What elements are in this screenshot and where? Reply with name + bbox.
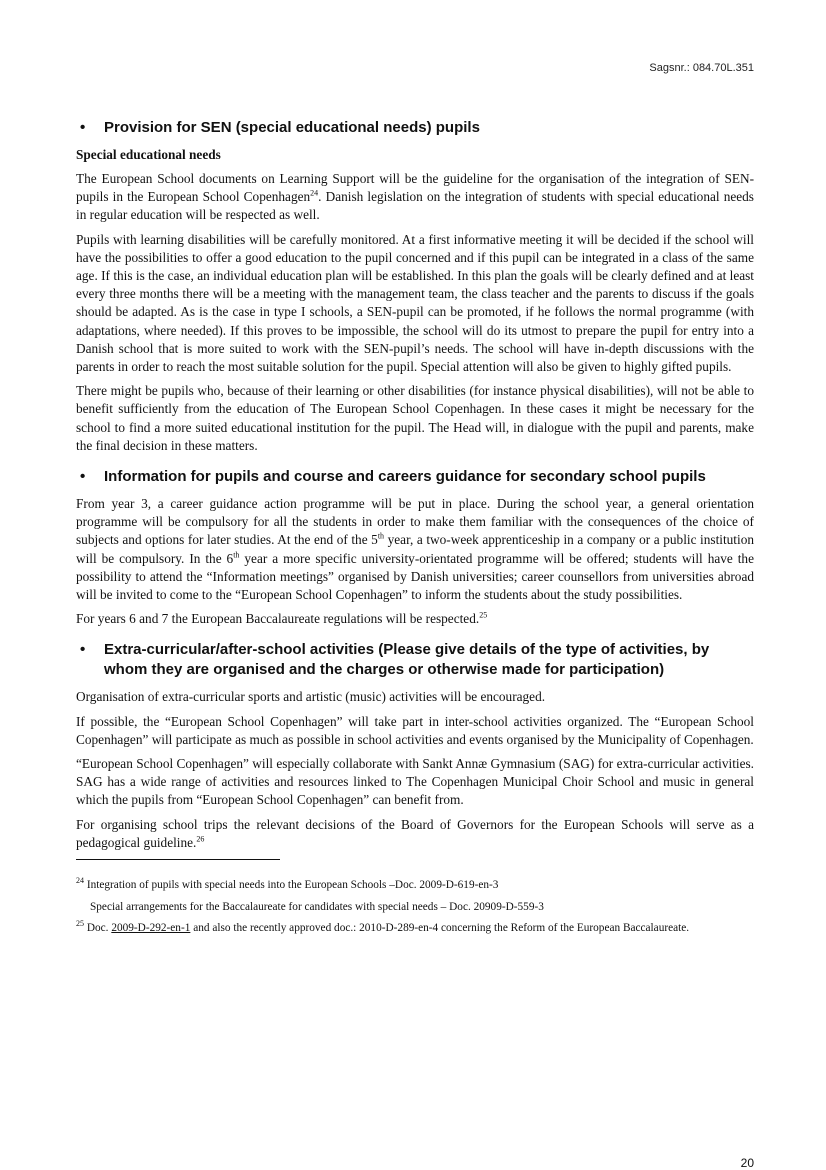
paragraph: Organisation of extra-curricular sports and artistic (music) activities will be encouraged. [76,689,546,705]
paragraph: Pupils with learning disabilities will be carefully monitored. At a first informative meeting it will be decided if the school will have the possibilities to offer a good education to the pupil concerned and if this pupil can be integrated in a class of the same age. If this is the case, an individual education plan will be established. In this plan the goals will be clearly defined and at least every three months there will be a meeting with the management team, the class teacher and the parents to discuss if the goals should be adapted. As is the case in type I schools, a SEN-pupil can be promoted, if he follows the normal programme (with adaptations, where needed). If this proves to be impossible, the school will do its utmost to prepare the pupil for entry into a Danish school that is more suited to work with the SEN-pupil’s needs. The school will have in-depth discussions with the parents in order to reach the most suitable solution for the pupil. Special attention will also be given to highly gifted pupils. [76,231,754,375]
paragraph: For years 6 and 7 the European Baccalaureate regulations will be respected.$^{25}$ [76,610,488,627]
paragraph: The European School documents on Learning Support will be the guideline for the organisation of the integration of SEN-pupils in the European School Copenhagen$^{24}$. Danish legislation on the integration of students with special educational needs in regular education will be respected as well. [76,171,754,223]
footnote-ref[interactable]: 25 [479,610,488,620]
footnote-24: $^{24}$ Integration of pupils with special needs into the European Schools –Doc. 2009-D-619-en-3 [76,876,499,891]
section-title-text: Provision for SEN (special educational needs) pupils [104,119,480,136]
case-number: Sagsnr.: 084.70L.351 [649,62,754,74]
footnotes [76,878,754,943]
section-title-text: Extra-curricular/after-school activities (Please give details of the type of activities, by whom they are organised and the charges or otherwise made for participation) [104,641,710,679]
paragraph: For organising school trips the relevant decisions of the Board of Governors for the European Schools will serve as a pedagogical guideline.$^{26}$ [76,816,754,850]
footnote-link[interactable]: 2009-D-292-en-1 [111,922,191,934]
bullet-icon: • [80,468,86,486]
paragraph: From year 3, a career guidance action programme will be put in place. During the school year, a general orientation programme will be compulsory for all the students in order to make them familiar with the consequences of the choice of subjects and options for later studies. At the end of the 5th year, a two-week apprenticeship in a company or a public institution will be compulsory. In the 6th year a more specific university-orientated programme will be offered; students will have the possibility to attend the “Information meetings” organised by Danish universities; career counsellors from universities abroad will be invited to come to the “European School Copenhagen” to inform the students about the study possibilities. [76,496,754,603]
footnote-24-cont: Special arrangements for the Baccalaureate for candidates with special needs – Doc. 20909-D-559-3 [90,900,544,913]
footnote-ref[interactable]: 26 [196,834,205,844]
subheading-special-needs: Special educational needs [76,147,221,162]
paragraph: There might be pupils who, because of their learning or other disabilities (for instance physical disabilities), will not be able to benefit sufficiently from the education of The European School Copenhagen. In these cases it might be necessary for the school to find a more suited educational institution for the pupil. The Head will, in dialogue with the pupil and parents, make the final decision in these matters. [76,383,754,453]
paragraph: “European School Copenhagen” will especially collaborate with Sankt Annæ Gymnasium (SAG) for extra-curricular activities. SAG has a wide range of activities and resources linked to The Copenhagen Municipal Choir School and music in general which the pupils from “European School Copenhagen” can benefit from. [76,756,754,808]
paragraph: If possible, the “European School Copenhagen” will take part in inter-school activities organized. The “European School Copenhagen” will participate as much as possible in school activities and events organised by the Municipality of Copenhagen. [76,713,754,747]
bullet-icon: • [80,119,86,136]
document-body [76,118,754,858]
page-number: 20 [740,1156,754,1170]
section-title-text: Information for pupils and course and careers guidance for secondary school pupils [104,468,706,486]
section-title-sen [76,118,754,138]
footnote-25: $^{25}$ Doc. 2009-D-292-en-1 and also the recently approved doc.: 2010-D-289-en-4 concerning the Reform of the European Baccalaureate. [76,919,690,934]
footnote-divider [76,859,280,860]
bullet-icon: • [80,641,86,659]
section-title-extracurricular [76,640,754,680]
footnote-ref[interactable]: 24 [310,188,319,198]
section-title-guidance [76,467,754,487]
